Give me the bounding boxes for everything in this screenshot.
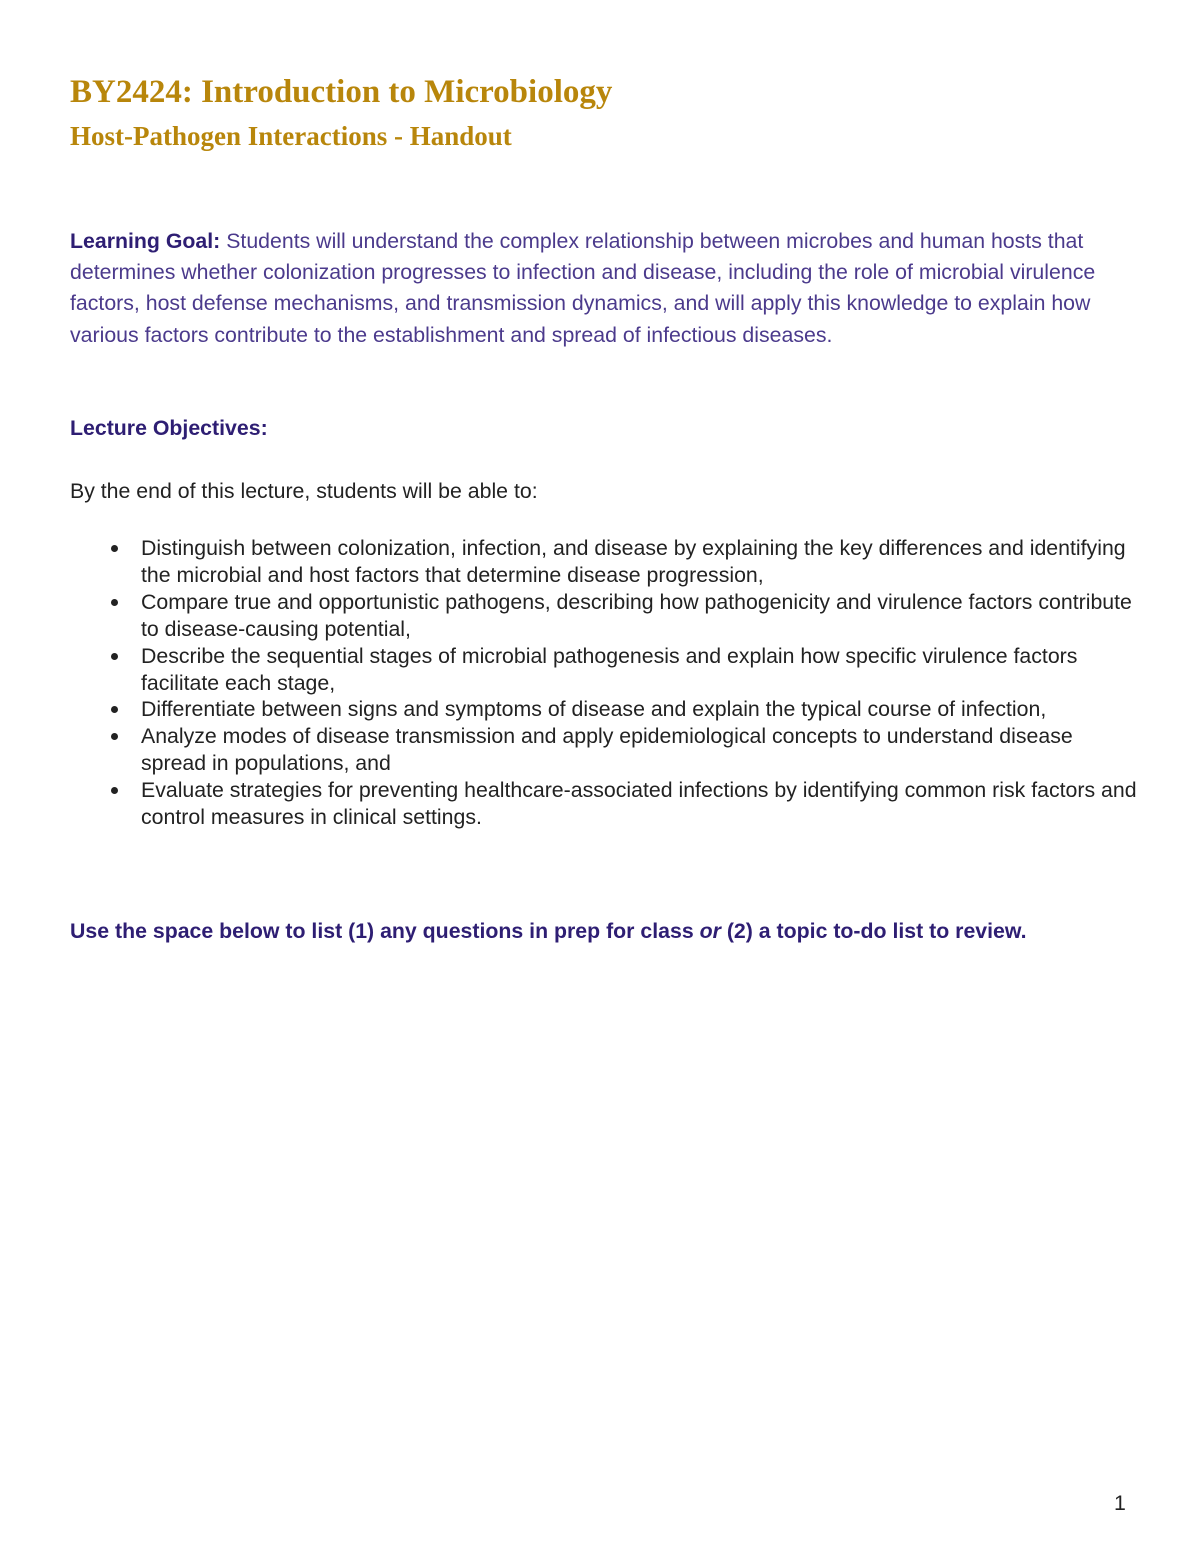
objective-item (70, 696, 1140, 723)
bullet-icon (111, 733, 118, 740)
bullet-icon (111, 545, 118, 552)
objectives-intro: By the end of this lecture, students will be able to: (70, 479, 538, 503)
objectives-heading: Lecture Objectives: (70, 416, 268, 440)
bullet-icon (111, 599, 118, 606)
objective-text: Compare true and opportunistic pathogens, describing how pathogenicity and virulence factors contribute to disease-causing potential, (141, 589, 1132, 641)
objective-text: Distinguish between colonization, infection, and disease by explaining the key differences and identifying the microbial and host factors that determine disease progression, (141, 536, 1126, 587)
objective-item (70, 723, 1140, 777)
bullet-icon (111, 706, 118, 713)
document-title: BY2424: Introduction to Microbiology (70, 74, 613, 110)
bullet-icon (111, 653, 118, 660)
document-subtitle: Host-Pathogen Interactions - Handout (70, 121, 512, 151)
objective-item (70, 777, 1140, 831)
learning-goal-text: Students will understand the complex relationship between microbes and human hosts that determines whether colonization progresses to infection and disease, including the role of microbial virulence factors, host defense mechanisms, and transmission dynamics, and will apply this knowledge to explain how various factors contribute to the establishment and spread of infectious diseases. (70, 229, 1096, 347)
learning-goal-paragraph (70, 226, 1140, 351)
notes-prompt-emphasis: or (699, 919, 721, 943)
notes-prompt-start: Use the space below to list (1) any questions in prep for class (70, 919, 700, 943)
bullet-icon (111, 787, 118, 794)
notes-prompt-end: (2) a topic to-do list to review. (720, 919, 1027, 943)
objective-text: Evaluate strategies for preventing healthcare-associated infections by identifying common risk factors and control measures in clinical settings. (141, 778, 1137, 830)
objective-item (70, 643, 1140, 697)
objective-text: Analyze modes of disease transmission and apply epidemiological concepts to understand disease spread in populations, and (141, 724, 1073, 776)
objectives-list (70, 535, 1140, 831)
notes-prompt (70, 916, 1027, 946)
page-number: 1 (1114, 1491, 1126, 1515)
objective-text: Differentiate between signs and symptoms of disease and explain the typical course of infection, (141, 697, 1047, 722)
learning-goal-label: Learning Goal: (70, 229, 221, 253)
objective-item (70, 535, 1140, 589)
objective-text: Describe the sequential stages of microbial pathogenesis and explain how specific virulence factors facilitate each stage, (141, 643, 1078, 695)
objective-item (70, 589, 1140, 643)
